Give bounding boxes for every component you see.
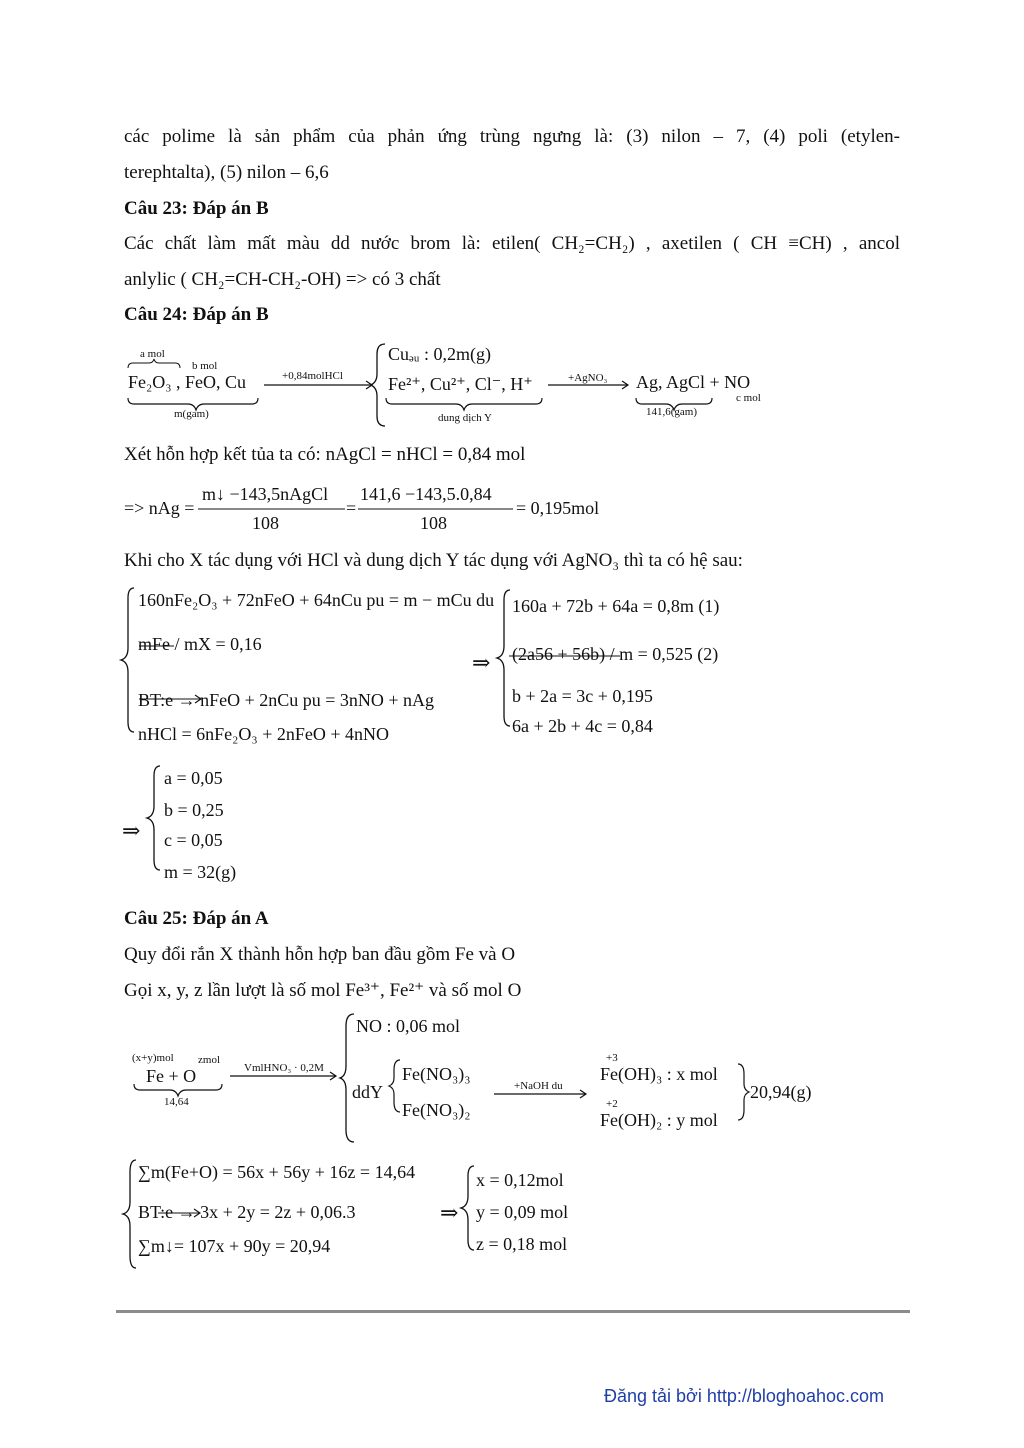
q25-solution-x: x = 0,12mol — [476, 1170, 564, 1190]
ddy-label: ddY — [352, 1082, 383, 1102]
q25-solution-y: y = 0,09 mol — [476, 1202, 569, 1222]
agno3-arrow-label: +AgNO₃ — [568, 372, 608, 384]
intro-line-2: terephtalta), (5) nilon – 6,6 — [124, 162, 329, 183]
total-mass: 20,94(g) — [750, 1082, 812, 1102]
reactants-formula: Fe₂O₃ , FeO, Cu — [128, 372, 247, 392]
c-mol-label: c mol — [736, 392, 761, 404]
solution-m: m = 32(g) — [164, 862, 237, 882]
q25-sys-eq-3: ∑m↓= 107x + 90y = 20,94 — [138, 1236, 331, 1256]
no-product: NO : 0,06 mol — [356, 1016, 461, 1036]
dung-dich-y-label: dung dịch Y — [438, 412, 492, 424]
q24-khi: Khi cho X tác dụng với HCl và dung dịch Y tác dụng với AgNO₃ thì ta có hệ sau: — [124, 550, 743, 571]
q23-line-2: anlylic ( CH₂=CH-CH₂-OH) => có 3 chất — [124, 269, 441, 290]
sys-left-eq-4: nHCl = 6nFe₂O₃ + 2nFeO + 4nNO — [138, 724, 390, 744]
sys-left-eq-2: mFe / mX = 0,16 — [138, 634, 262, 654]
fe-o-formula: Fe + O — [146, 1066, 197, 1086]
solution-a: a = 0,05 — [164, 768, 223, 788]
q23-heading: Câu 23: Đáp án B — [124, 198, 269, 219]
intro-line-1: các polime là sản phẩm của phản ứng trùng ngưng là: (3) nilon – 7, (4) poli (etylen- — [124, 126, 900, 147]
sys-left-eq-3: BT:e → nFeO + 2nCu pu = 3nNO + nAg — [138, 690, 435, 710]
mass-label: 14,64 — [164, 1096, 189, 1108]
nag-result: = 0,195mol — [516, 498, 600, 518]
fe-oh-3: Fe(OH)₃ : x mol — [600, 1064, 718, 1084]
q25-heading: Câu 25: Đáp án A — [124, 908, 269, 929]
q23-line-1: Các chất làm mất màu dd nước brom là: etilen( CH₂=CH₂) , axetilen ( CH ≡CH) , ancol — [124, 233, 900, 254]
fe-no3-3: Fe(NO₃)₃ — [402, 1064, 471, 1084]
q24-xet: Xét hỗn hợp kết tủa ta có: nAgCl = nHCl = 0,84 mol — [124, 444, 526, 465]
q25-sys-eq-1: ∑m(Fe+O) = 56x + 56y + 16z = 14,64 — [138, 1162, 416, 1182]
implies-arrow: ⇒ — [440, 1200, 459, 1225]
q25-solution-z: z = 0,18 mol — [476, 1234, 568, 1254]
products-formula: Ag, AgCl + NO — [636, 372, 751, 392]
ions-formula: Fe²⁺, Cu²⁺, Cl⁻, H⁺ — [388, 374, 533, 394]
sys-right-eq-4: 6a + 2b + 4c = 0,84 — [512, 716, 653, 736]
xy-mol-label: (x+y)mol — [132, 1052, 174, 1064]
solution-b: b = 0,25 — [164, 800, 224, 820]
nag-denominator-2: 108 — [420, 513, 447, 533]
hno3-arrow-label: VmlHNO₃ · 0,2M — [244, 1062, 324, 1074]
implies-arrow: ⇒ — [122, 818, 141, 843]
fe-oh-2: Fe(OH)₂ : y mol — [600, 1110, 718, 1130]
equals-sign: = — [346, 498, 357, 518]
cu-du-formula: Cuₔᵤ : 0,2m(g) — [388, 344, 492, 364]
q24-heading: Câu 24: Đáp án B — [124, 304, 269, 325]
implies-arrow: ⇒ — [472, 650, 491, 675]
sys-right-eq-2: (2a56 + 56b) / m = 0,525 (2) — [512, 644, 719, 664]
sys-right-eq-3: b + 2a = 3c + 0,195 — [512, 686, 653, 706]
a-mol-label: a mol — [140, 348, 165, 360]
precipitate-mass-label: 141,6(gam) — [646, 406, 698, 418]
q25-line-2: Gọi x, y, z lần lượt là số mol Fe³⁺, Fe²⁺ và số mol O — [124, 980, 522, 1001]
nag-lhs: => nAg = — [124, 498, 195, 518]
ox-state-3: +3 — [606, 1052, 618, 1064]
nag-numerator-1: m↓ −143,5nAgCl — [202, 484, 329, 504]
fe-no3-2: Fe(NO₃)₂ — [402, 1100, 471, 1120]
solution-c: c = 0,05 — [164, 830, 223, 850]
nag-numerator-2: 141,6 −143,5.0,84 — [360, 484, 492, 504]
z-mol-label: zmol — [198, 1054, 220, 1066]
footer-divider — [116, 1310, 910, 1313]
ox-state-2: +2 — [606, 1098, 618, 1110]
mass-m-label: m(gam) — [174, 408, 209, 420]
naoh-arrow-label: +NaOH du — [514, 1080, 563, 1092]
hcl-arrow-label: +0,84molHCl — [282, 370, 343, 382]
footer-credit-link[interactable]: Đăng tải bởi http://bloghoahoc.com — [604, 1386, 884, 1406]
q25-line-1: Quy đổi rắn X thành hỗn hợp ban đầu gồm Fe và O — [124, 944, 516, 965]
q25-sys-eq-2: BT:e → 3x + 2y = 2z + 0,06.3 — [138, 1202, 356, 1222]
nag-denominator-1: 108 — [252, 513, 279, 533]
sys-right-eq-1: 160a + 72b + 64a = 0,8m (1) — [512, 596, 720, 616]
sys-left-eq-1: 160nFe₂O₃ + 72nFeO + 64nCu pu = m − mCu du — [138, 590, 495, 610]
b-mol-label: b mol — [192, 360, 218, 372]
